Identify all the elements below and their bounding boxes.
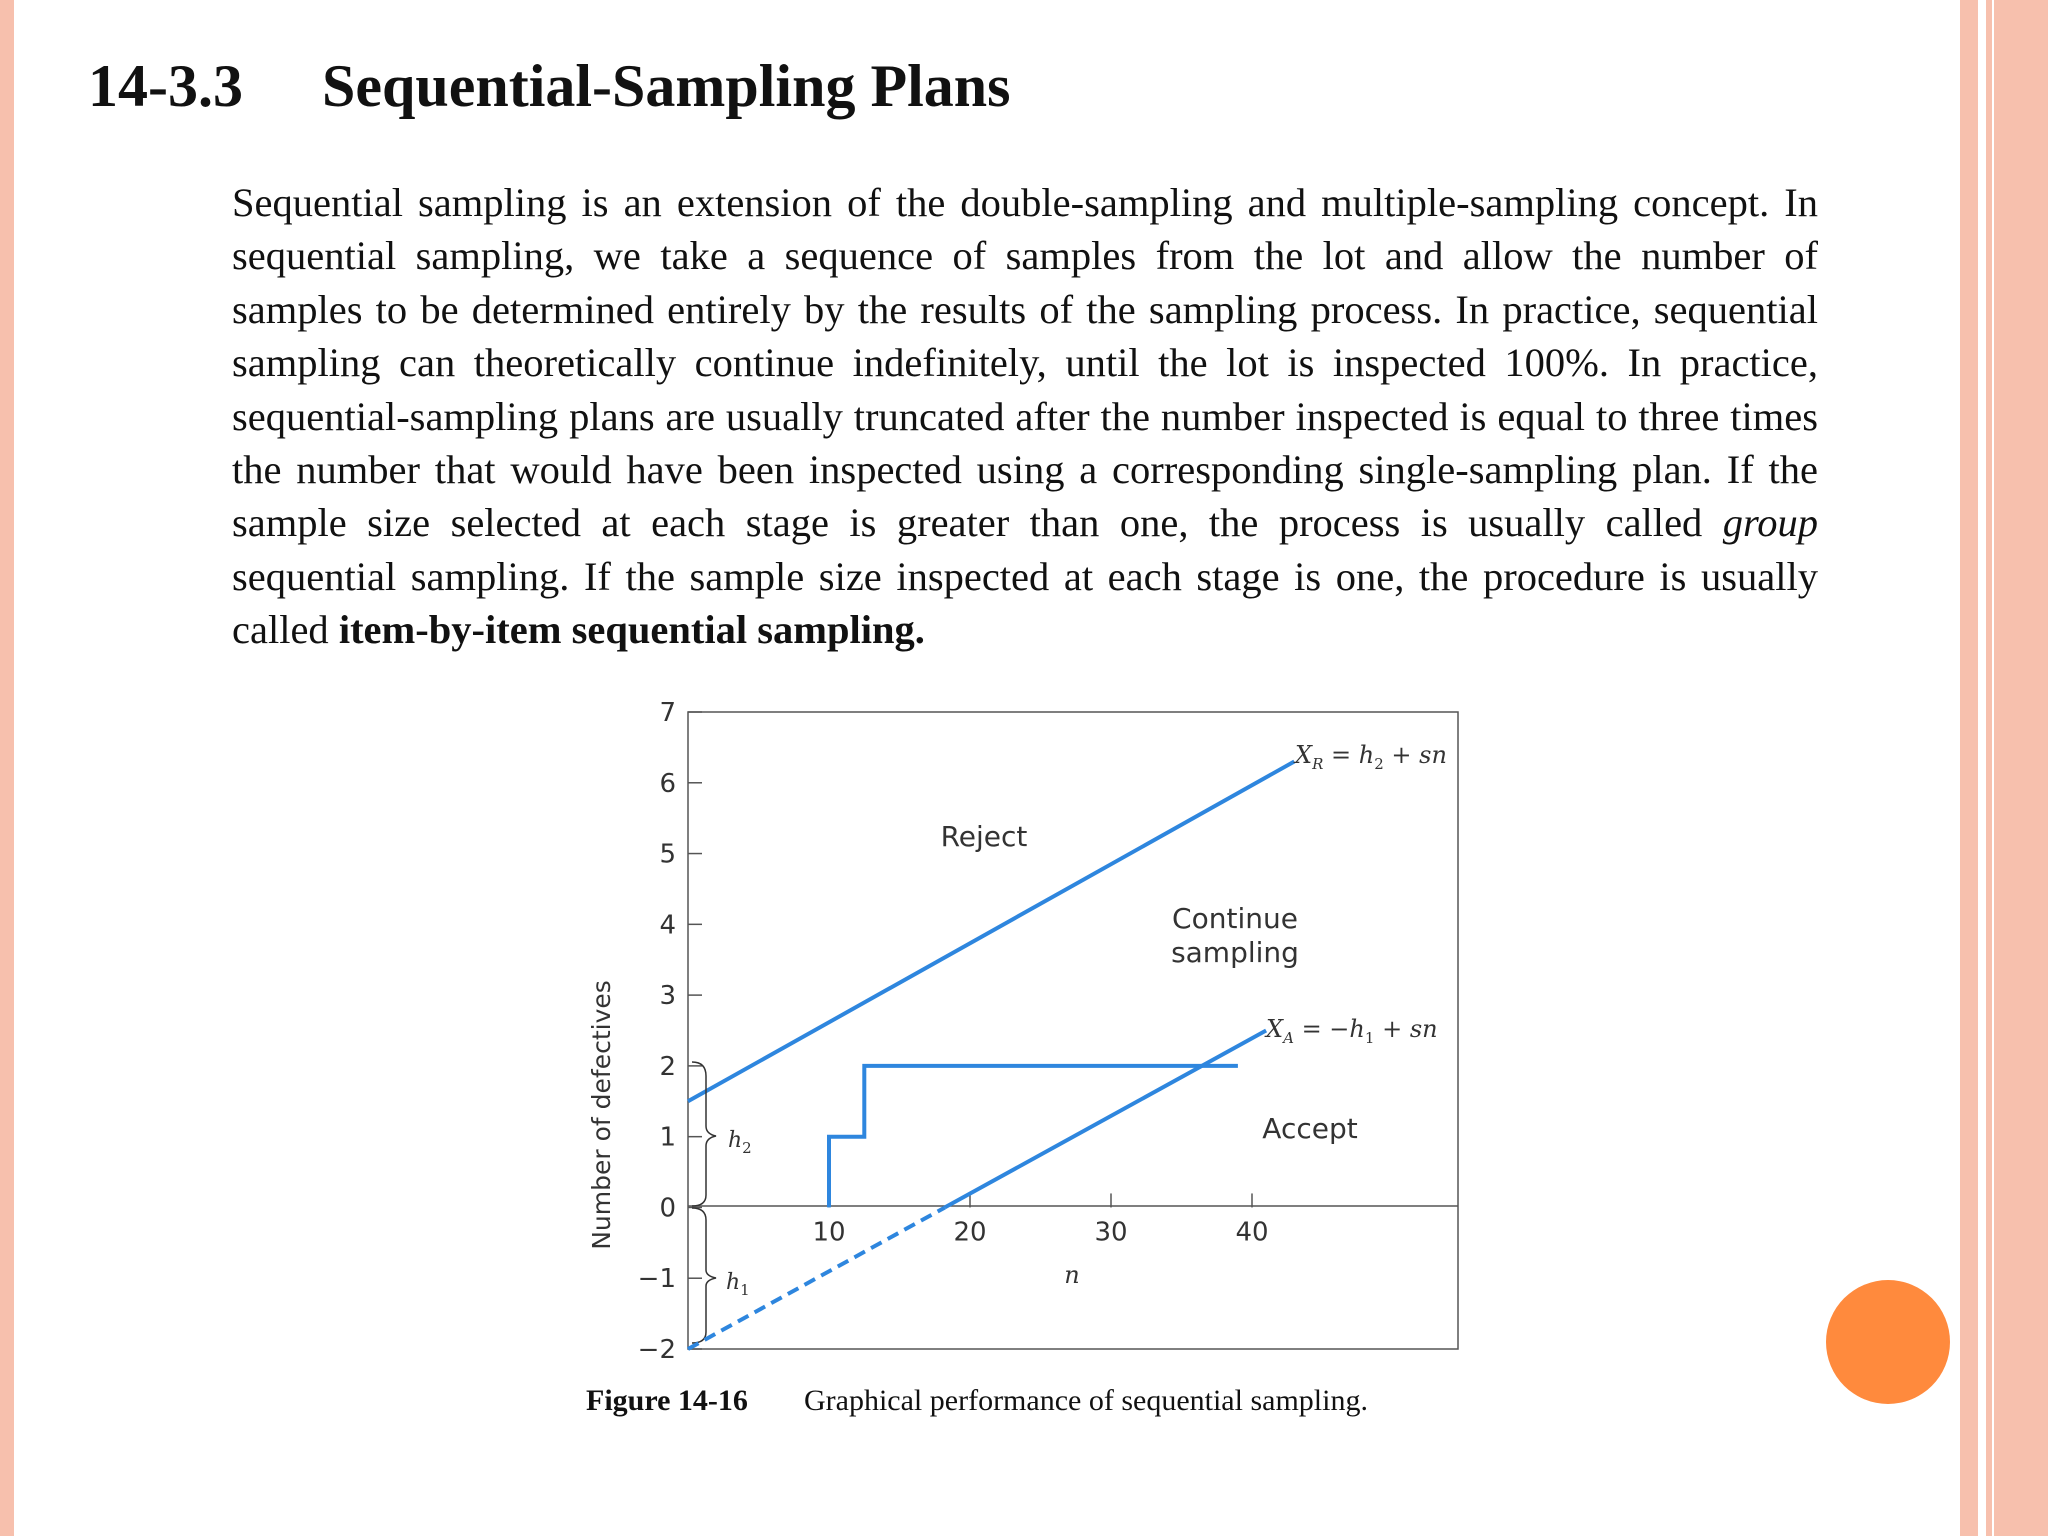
x-tick-label: 20 [953, 1217, 987, 1248]
orange-circle-decoration [1826, 1280, 1950, 1404]
y-tick-label: 7 [659, 700, 676, 728]
axis-ticks [638, 700, 1269, 1365]
continue-region-label-1: Continue [1172, 902, 1298, 935]
y-tick-label: 5 [659, 839, 676, 870]
reject-region-label: Reject [940, 820, 1028, 853]
h1-label: $h_1$ [726, 1270, 750, 1299]
xr-line-label: $X_R = h_2$ + sn [1295, 741, 1447, 773]
y-tick-label: 4 [659, 910, 676, 941]
body-paragraph [232, 176, 1818, 657]
continue-region-label-2: sampling [1171, 936, 1299, 969]
paragraph-text-1: Sequential sampling is an extension of the double-sampling and multiple-sampling concept. In sequential sampling, we take a sequence of samples from the lot and allow the number of samples to be determined entirely by the results of the sampling process. In practice, sequential sampling can theoretically continue indefinitely, until the lot is inspected 100%. In practice, sequential-sampling plans are usually truncated after the number inspected is equal to three times the number that would have been inspected using a corresponding single-sampling plan. If the sample size selected at each stage is greater than one, the process is usually called [232, 180, 1818, 546]
figure-caption-text: Graphical performance of sequential sampling. [804, 1384, 1368, 1417]
paragraph-text-2: sequential sampling. If the sample size inspected at each stage is one, the procedure is usually called [232, 553, 1818, 653]
left-border-stripe [0, 0, 14, 1536]
y-tick-label: −1 [637, 1264, 676, 1295]
xa-line-label: $X_A = -h_1$ + sn [1266, 1015, 1438, 1047]
accept-region-label: Accept [1262, 1112, 1358, 1145]
xa-accept-line [945, 1031, 1266, 1208]
chart-svg [570, 700, 1470, 1420]
h1-brace [692, 1208, 716, 1343]
x-tick-label: 40 [1235, 1217, 1269, 1248]
y-tick-label: 3 [659, 981, 676, 1012]
x-axis-label: n [1064, 1261, 1080, 1289]
figure-number: Figure 14-16 [586, 1384, 748, 1417]
paragraph-italic-term: group [1722, 500, 1818, 546]
section-heading [88, 52, 1011, 121]
right-border-stripe [1960, 0, 1978, 1536]
y-tick-label: 6 [659, 768, 676, 799]
section-title: Sequential-Sampling Plans [322, 53, 1011, 119]
h2-brace [692, 1062, 716, 1206]
x-tick-label: 30 [1094, 1217, 1128, 1248]
y-tick-label: −2 [637, 1335, 676, 1365]
x-tick-label: 10 [812, 1217, 846, 1248]
y-tick-label: 0 [659, 1193, 676, 1224]
h2-label: $h_2$ [728, 1128, 752, 1157]
y-axis-label: Number of defectives [587, 980, 616, 1250]
cumulative-defects-step-line [829, 1066, 1238, 1208]
paragraph-bold-term: item-by-item sequential sampling. [338, 607, 925, 653]
section-number: 14-3.3 [88, 53, 243, 119]
y-tick-label: 2 [659, 1051, 676, 1082]
sequential-sampling-figure [570, 700, 1470, 1420]
figure-caption [586, 1384, 1368, 1418]
y-tick-label: 1 [659, 1122, 676, 1153]
right-border-band [1986, 0, 2048, 1536]
